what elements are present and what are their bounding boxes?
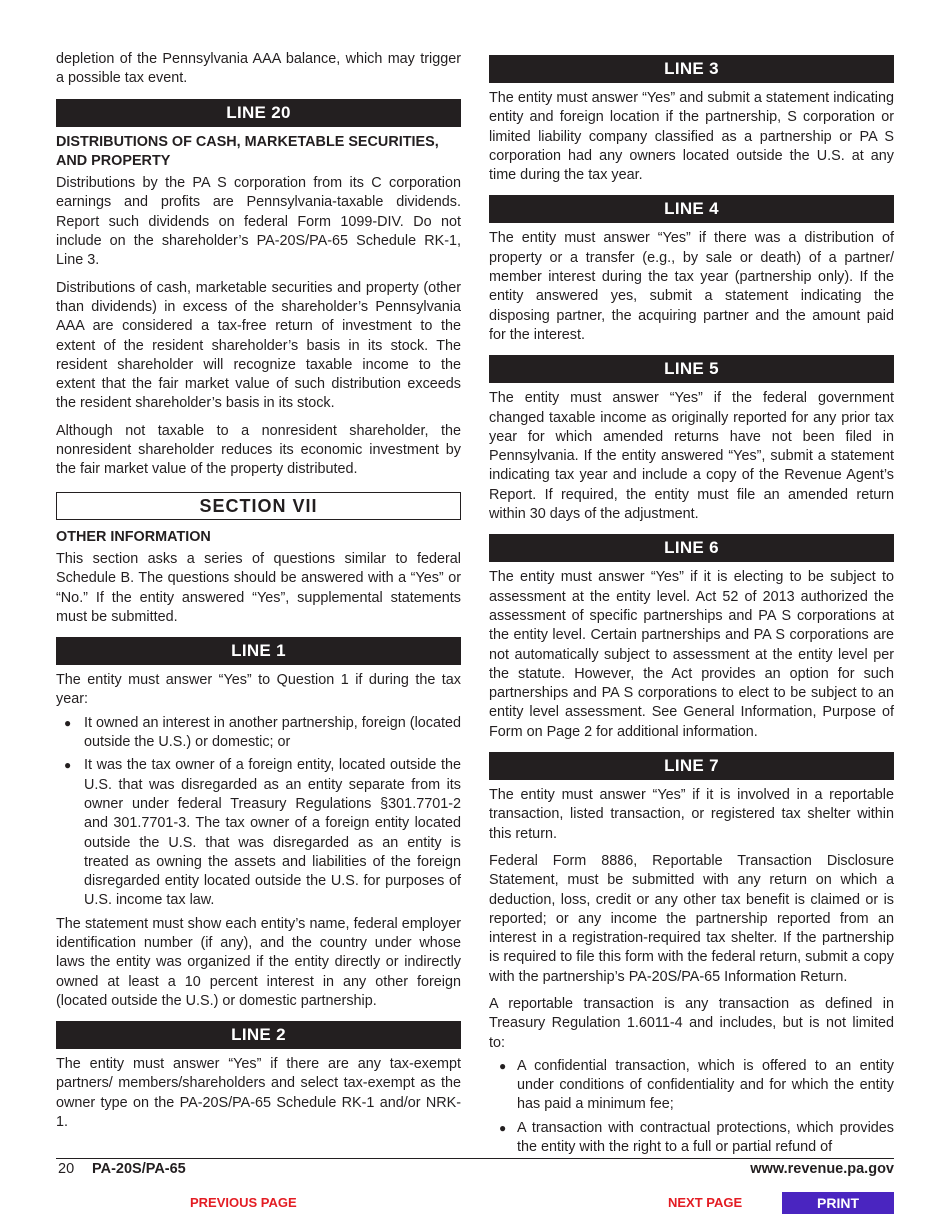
line-7-paragraph: The entity must answer “Yes” if it is involved in a reportable transaction, listed transaction, or registered tax shelter within this return. (489, 787, 894, 842)
page-number: 20 (58, 1161, 75, 1177)
line-2-paragraph: The entity must answer “Yes” if there are any tax-exempt partners/ members/shareholders and select tax-exempt as the owner type on the PA-20S/PA-65 Schedule RK-1 and/or NRK-1. (56, 1056, 461, 1131)
line-20-paragraph: Distributions by the PA S corporation from its C corporation earnings and profits are Pennsylvania-taxable dividends. Report such dividends on federal Form 1099-DIV. Do not include on the shareholder’s PA-20S/PA-65 Schedule RK-1, Line 3. (56, 175, 461, 269)
line-7-paragraph: Federal Form 8886, Reportable Transaction Disclosure Statement, must be submitted with any return on which a deduction, loss, credit or any other tax benefit is claimed or is reported; or any income the partnership reported from an interest in a registration-required tax shelter. If the partnership is required to file this form with the federal return, submit a copy with the partnership’s PA-20S/PA-65 Information Return. (489, 852, 894, 985)
list-item-text: It owned an interest in another partnership, foreign (located outside the U.S.) or domestic; or (84, 714, 461, 751)
line-5-paragraph: The entity must answer “Yes” if the federal government changed taxable income as originally reported for any prior tax year for which amended returns have not been filed in Pennsylvania. If the entity answered “Yes”, submit a statement indicating tax year and include a copy of the Revenue Agent’s Report. If required, the entity must file an amended return within 30 days of the adjustment. (489, 390, 894, 523)
line-1-heading: LINE 1 (56, 637, 461, 665)
list-item (489, 1057, 894, 1115)
print-button[interactable]: PRINT (782, 1192, 894, 1214)
line-6-paragraph: The entity must answer “Yes” if it is electing to be subject to assessment at the entity level. Act 52 of 2013 authorized the assessment of specific partnerships and PA S corporations at the entity level. Certain partnerships and PA S corporations are not automatically subject to assessment at the entity level per the statute. However, the Act provides an option for such partnerships and PA S corporations to elect to be subject to an entity level assessment. See General Information, Purpose of Form on Page 2 for additional information. (489, 569, 894, 740)
line-7-paragraph: A reportable transaction is any transaction as defined in Treasury Regulation 1.6011-4 and includes, but is not limited to: (489, 995, 894, 1051)
line-7-bullet-list (489, 1057, 894, 1157)
bullet-icon: ● (499, 1120, 507, 1135)
line-1-paragraph: The entity must answer “Yes” to Question 1 if during the tax year: (56, 672, 461, 708)
list-item-text: A transaction with contractual protections, which provides the entity with the right to a full or partial refund of (517, 1119, 894, 1156)
line-3-paragraph: The entity must answer “Yes” and submit a statement indicating entity and foreign location if the partnership, S corporation or limited liability company classified as a partnership or PA S corporation had any owners located outside the U.S. at any time during the tax year. (489, 90, 894, 184)
line-4-heading: LINE 4 (489, 195, 894, 223)
line-6-heading: LINE 6 (489, 534, 894, 562)
list-item (489, 1119, 894, 1158)
line-4-paragraph: The entity must answer “Yes” if there was a distribution of property or a transfer (e.g., by sale or death) of a partner/ member interest during the tax year (partnership only). If the entity answered yes, submit a statement indicating the disposing partner, the acquiring partner and the amount paid for the interest. (489, 230, 894, 343)
intro-paragraph: depletion of the Pennsylvania AAA balance, which may trigger a possible tax event. (56, 51, 461, 87)
next-page-link[interactable]: NEXT PAGE (668, 1195, 743, 1210)
section-vii-heading: SECTION VII (56, 492, 461, 520)
bullet-icon: ● (499, 1058, 507, 1073)
line-1-bullet-list (56, 714, 461, 911)
line-5-heading: LINE 5 (489, 355, 894, 383)
previous-page-link[interactable]: PREVIOUS PAGE (190, 1195, 297, 1210)
section-vii-paragraph: This section asks a series of questions similar to federal Schedule B. The questions should be answered with a “Yes” or “No.” If the entity answered “Yes”, supplemental statements must be submitted. (56, 550, 461, 625)
line-3-heading: LINE 3 (489, 55, 894, 83)
list-item (56, 756, 461, 910)
list-item-text: A confidential transaction, which is offered to an entity under conditions of confidentiality and for which the entity has paid a minimum fee; (517, 1057, 894, 1113)
bullet-icon: ● (64, 758, 72, 773)
footer-divider (56, 1158, 894, 1159)
bullet-icon: ● (64, 715, 72, 730)
line-2-heading: LINE 2 (56, 1021, 461, 1049)
line-7-heading: LINE 7 (489, 752, 894, 780)
line-20-paragraph: Although not taxable to a nonresident shareholder, the nonresident shareholder reduces its economic investment by the fair market value of the property distributed. (56, 422, 461, 478)
website-url: www.revenue.pa.gov (750, 1161, 894, 1177)
list-item-text: It was the tax owner of a foreign entity, located outside the U.S. that was disregarded as an entity separate from its owner under federal Treasury Regulations §301.7701-2 and 301.7701-3. The tax owner of a foreign entity located outside the U.S. that was disregarded as an entity is treated as owning the assets and liabilities of the foreign disregarded entity located outside the U.S. for purposes of U.S. income tax law. (84, 757, 461, 909)
line-1-paragraph: The statement must show each entity’s name, federal employer identification number (if any), and the country under whose laws the entity was organized if the entity directly or indirectly owned at least a 10 percent interest in any other foreign (located outside the U.S.) or domestic partnership. (56, 915, 461, 1009)
right-column (489, 55, 894, 1161)
line-20-paragraph: Distributions of cash, marketable securities and property (other than dividends) in excess of the shareholder’s Pennsylvania AAA are considered a tax-free return of investment to the extent of the resident shareholder’s basis in its stock. The resident shareholder will recognize taxable income to the extent that the fair market value of such distribution exceeds the resident shareholder’s basis in its stock. (56, 279, 461, 412)
section-vii-subheading: OTHER INFORMATION (56, 528, 211, 545)
line-20-heading: LINE 20 (56, 99, 461, 127)
form-name: PA-20S/PA-65 (92, 1161, 186, 1177)
list-item (56, 714, 461, 753)
line-20-subheading: DISTRIBUTIONS OF CASH, MARKETABLE SECURITIES, AND PROPERTY (56, 133, 439, 169)
left-column (56, 50, 461, 1140)
